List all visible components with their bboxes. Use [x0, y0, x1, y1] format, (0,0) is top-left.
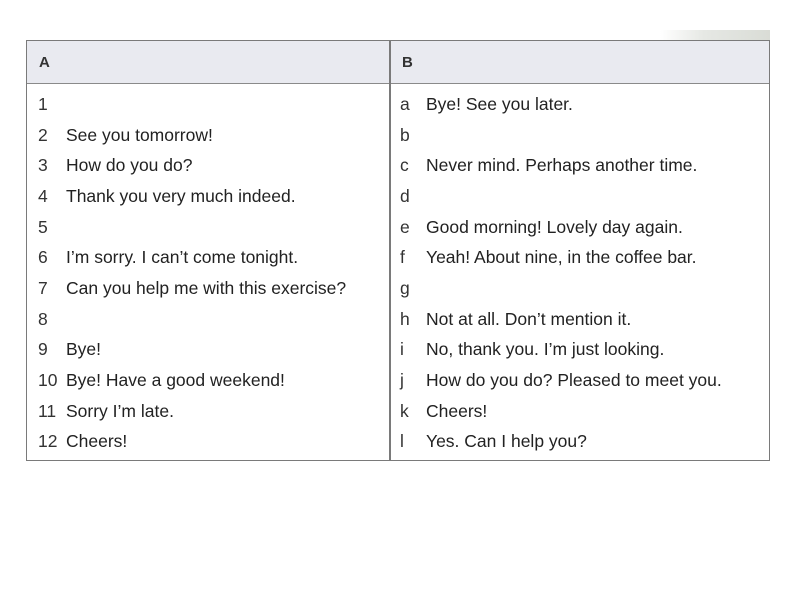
- column-b-row: [400, 89, 765, 120]
- phrase-text: Bye! Have a good weekend!: [66, 370, 285, 391]
- column-a-row: [38, 120, 383, 151]
- column-a-row: [38, 150, 383, 181]
- column-a-row: [38, 365, 383, 396]
- phrase-text: Bye!: [66, 339, 102, 360]
- column-a-row: [38, 396, 383, 427]
- row-number: 9: [38, 339, 48, 360]
- column-a-row: [38, 181, 383, 212]
- response-text: No, thank you. I’m just looking.: [426, 339, 665, 360]
- response-text: Bye! See you later.: [426, 93, 573, 114]
- phrase-text: Cheers!: [66, 431, 128, 452]
- matching-table: [26, 40, 770, 461]
- row-letter: f: [400, 247, 405, 268]
- row-number: 10: [38, 370, 58, 391]
- column-b-row: [400, 365, 765, 396]
- row-number: 1: [38, 93, 48, 114]
- row-number: 5: [38, 216, 48, 237]
- row-letter: j: [400, 370, 404, 391]
- row-letter: k: [400, 400, 409, 421]
- response-text: Good morning! Lovely day again.: [426, 216, 683, 237]
- row-number: 6: [38, 247, 48, 268]
- response-text: Yes. Can I help you?: [426, 431, 587, 452]
- column-b-row: [400, 150, 765, 181]
- response-text: How do you do? Pleased to meet you.: [426, 370, 722, 391]
- column-b-row: [400, 120, 765, 151]
- column-b-row: [400, 396, 765, 427]
- column-a-row: [38, 273, 383, 304]
- row-letter: a: [400, 93, 410, 114]
- row-letter: h: [400, 308, 410, 329]
- row-letter: l: [400, 431, 404, 452]
- row-letter: g: [400, 277, 410, 298]
- column-a-list: [38, 89, 383, 457]
- column-b-row: [400, 427, 765, 458]
- column-b-row: [400, 242, 765, 273]
- phrase-text: I’m sorry. I can’t come tonight.: [66, 247, 299, 268]
- column-a-row: [38, 335, 383, 366]
- column-a-row: [38, 427, 383, 458]
- column-b-row: [400, 335, 765, 366]
- row-letter: c: [400, 155, 409, 176]
- row-letter: b: [400, 124, 410, 145]
- table-header: [27, 41, 769, 84]
- row-number: 2: [38, 124, 48, 145]
- row-number: 11: [38, 400, 57, 421]
- response-text: Not at all. Don’t mention it.: [426, 308, 632, 329]
- column-divider: [389, 41, 391, 460]
- phrase-text: Can you help me with this exercise?: [66, 277, 347, 298]
- column-a-row: [38, 304, 383, 335]
- row-number: 12: [38, 431, 58, 452]
- row-letter: d: [400, 185, 410, 206]
- row-letter: i: [400, 339, 404, 360]
- column-b-row: [400, 212, 765, 243]
- response-text: Cheers!: [426, 400, 488, 421]
- row-number: 4: [38, 185, 48, 206]
- phrase-text: How do you do?: [66, 155, 193, 176]
- response-text: Never mind. Perhaps another time.: [426, 155, 698, 176]
- column-b-list: [400, 89, 765, 457]
- column-a-row: [38, 212, 383, 243]
- row-number: 3: [38, 155, 48, 176]
- column-b-row: [400, 273, 765, 304]
- decorative-strip: [660, 30, 770, 40]
- row-number: 7: [38, 277, 48, 298]
- column-b-header: B: [402, 54, 413, 71]
- phrase-text: Sorry I’m late.: [66, 400, 174, 421]
- column-b-row: [400, 181, 765, 212]
- row-letter: e: [400, 216, 410, 237]
- response-text: Yeah! About nine, in the coffee bar.: [426, 247, 697, 268]
- row-number: 8: [38, 308, 48, 329]
- column-a-header: A: [39, 54, 50, 71]
- phrase-text: See you tomorrow!: [66, 124, 213, 145]
- column-a-row: [38, 89, 383, 120]
- column-b-row: [400, 304, 765, 335]
- column-a-row: [38, 242, 383, 273]
- phrase-text: Thank you very much indeed.: [66, 185, 296, 206]
